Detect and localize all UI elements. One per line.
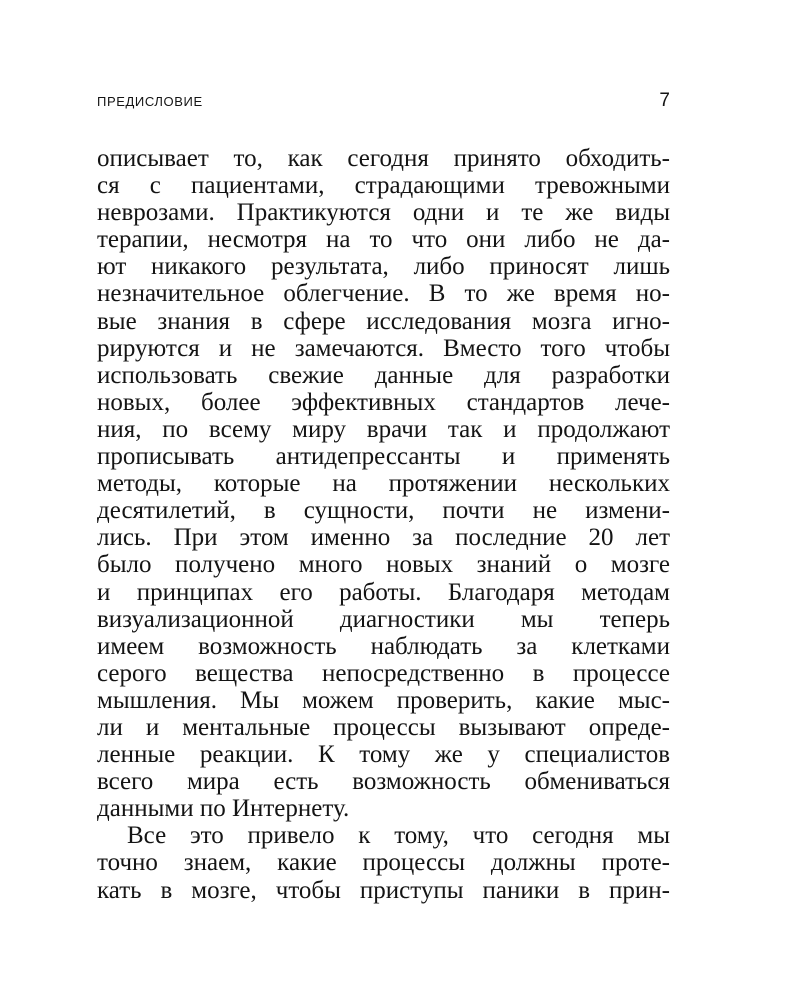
text-line-9: использовать свежие данные для разработки — [97, 361, 670, 389]
text-line-27: точно знаем, какие процессы должны проте- — [97, 849, 670, 877]
text-line-26: Все это привело к тому, что сегодня мы — [127, 822, 670, 850]
text-line-3: неврозами. Практикуются одни и те же виды — [97, 199, 670, 227]
text-line-2: ся с пациентами, страдающими тревожными — [97, 172, 670, 200]
text-line-19: имеем возможность наблюдать за клетками — [97, 632, 670, 660]
text-line-13: методы, которые на протяжении нескольких — [97, 470, 670, 498]
text-line-20: серого вещества непосредственно в процессе — [97, 659, 670, 687]
page-number: 7 — [659, 90, 670, 111]
text-line-25: данными по Интернету. — [97, 795, 350, 823]
text-line-28: кать в мозге, чтобы приступы паники в прин- — [97, 876, 670, 904]
text-line-15: лись. При этом именно за последние 20 лет — [97, 524, 670, 552]
text-line-10: новых, более эффективных стандартов лече- — [97, 388, 670, 416]
text-line-7: вые знания в сфере исследования мозга игно- — [97, 307, 670, 335]
text-line-11: ния, по всему миру врачи так и продолжают — [97, 415, 670, 443]
body-text — [97, 145, 670, 904]
text-line-21: мышления. Мы можем проверить, какие мыс- — [97, 686, 670, 714]
text-line-18: визуализационной диагностики мы теперь — [97, 605, 670, 633]
running-head: ПРЕДИСЛОВИЕ — [97, 94, 203, 109]
text-line-12: прописывать антидепрессанты и применять — [97, 443, 670, 471]
text-line-17: и принципах его работы. Благодаря методам — [97, 578, 670, 606]
text-line-4: терапии, несмотря на то что они либо не да- — [97, 226, 670, 254]
text-line-16: было получено много новых знаний о мозге — [97, 551, 670, 579]
text-line-6: незначительное облегчение. В то же время но- — [97, 280, 670, 308]
text-line-22: ли и ментальные процессы вызывают опреде- — [97, 713, 670, 741]
text-line-23: ленные реакции. К тому же у специалистов — [97, 741, 670, 769]
text-line-24: всего мира есть возможность обмениваться — [97, 768, 670, 796]
text-line-8: рируются и не замечаются. Вместо того чтобы — [97, 334, 670, 362]
text-line-14: десятилетий, в сущности, почти не измени- — [97, 497, 670, 525]
text-line-1: описывает то, как сегодня принято обходить- — [97, 145, 670, 172]
text-line-5: ют никакого результата, либо приносят лишь — [97, 253, 670, 281]
